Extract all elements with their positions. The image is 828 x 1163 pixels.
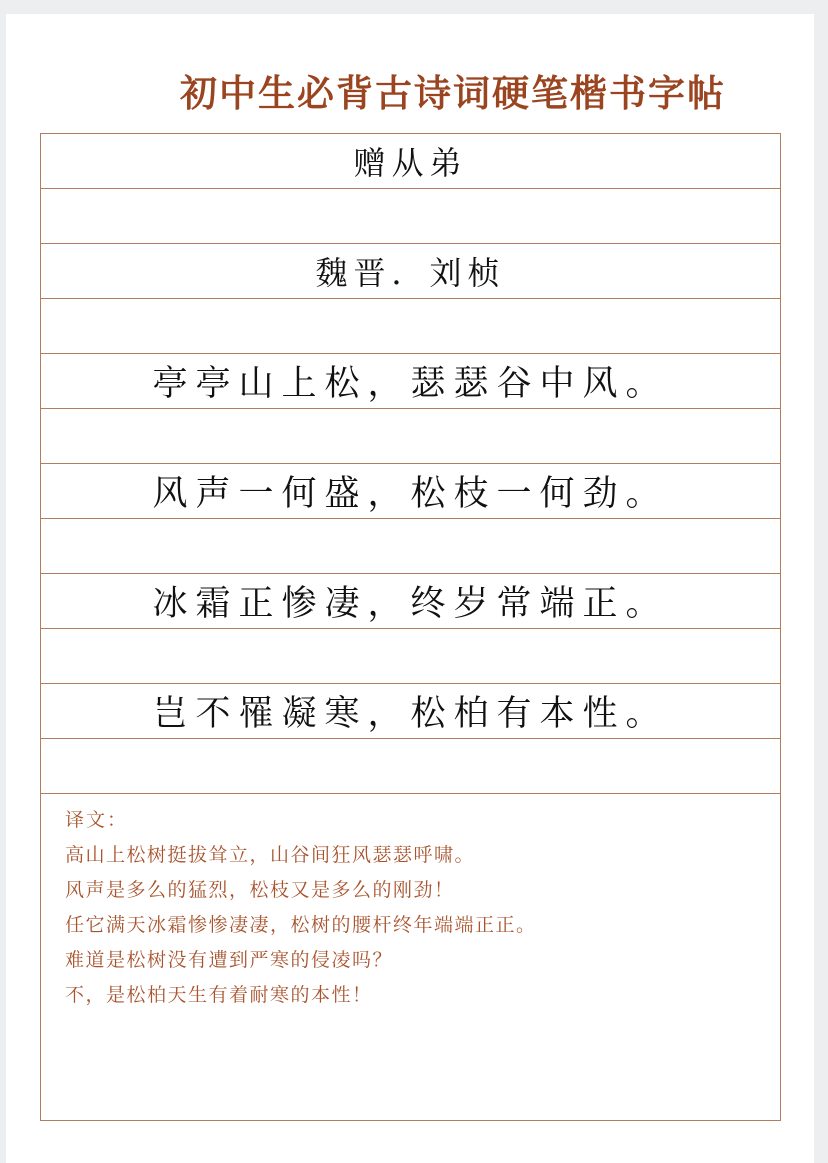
poem-line-row — [41, 464, 780, 519]
poem-line: 风声一何盛，松枝一何劲。 — [152, 474, 669, 514]
poem-author-row — [41, 244, 780, 299]
translation-line: 不，是松柏天生有着耐寒的本性！ — [65, 984, 373, 1006]
page-title: 初中生必背古诗词硬笔楷书字帖 — [180, 71, 726, 115]
blank-row — [41, 409, 780, 464]
translation-line: 任它满天冰霜惨惨凄凄，松树的腰杆终年端端正正。 — [65, 914, 537, 936]
translation-line: 风声是多么的猛烈，松枝又是多么的刚劲！ — [65, 879, 455, 901]
translation-block — [65, 802, 760, 1013]
blank-row — [41, 739, 780, 794]
poem-author: 魏晋．刘桢 — [315, 254, 506, 292]
translation-label: 译文： — [65, 809, 129, 831]
translation-line: 高山上松树挺拔耸立，山谷间狂风瑟瑟呼啸。 — [65, 844, 476, 866]
poem-line: 岂不罹凝寒，松柏有本性。 — [152, 694, 669, 734]
poem-title-row — [41, 134, 780, 189]
writing-grid — [40, 133, 781, 1121]
poem-title: 赠从弟 — [353, 144, 468, 182]
blank-row — [41, 299, 780, 354]
blank-row — [41, 519, 780, 574]
blank-row — [41, 189, 780, 244]
translation-line: 难道是松树没有遭到严寒的侵凌吗？ — [65, 949, 394, 971]
poem-line-row — [41, 684, 780, 739]
poem-line: 亭亭山上松，瑟瑟谷中风。 — [152, 364, 669, 404]
blank-row — [41, 629, 780, 684]
poem-line: 冰霜正惨凄，终岁常端正。 — [152, 584, 669, 624]
poem-line-row — [41, 574, 780, 629]
poem-line-row — [41, 354, 780, 409]
